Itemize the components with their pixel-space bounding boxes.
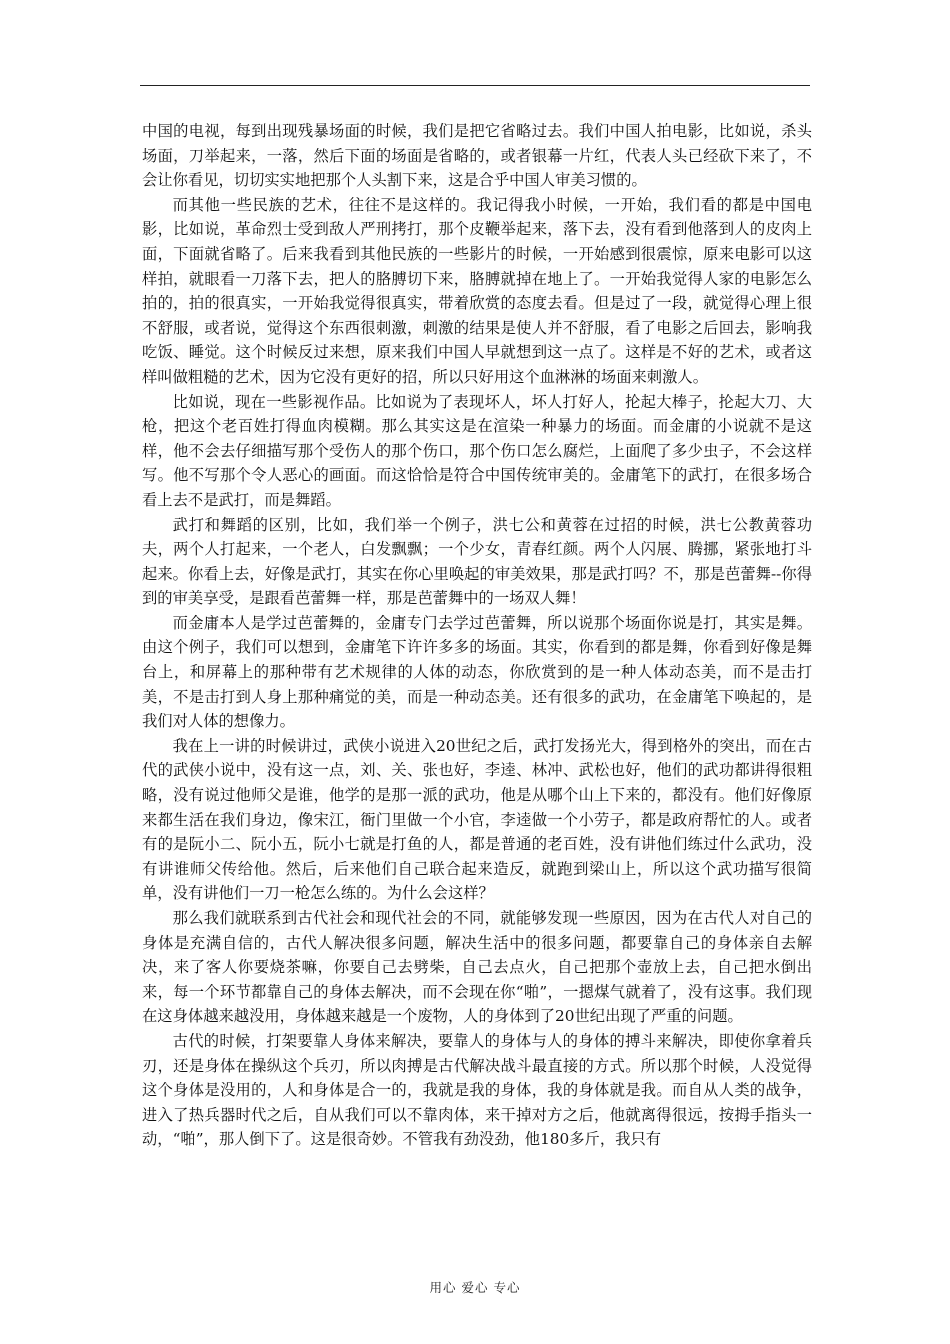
paragraph: 古代的时候，打架要靠人身体来解决，要靠人的身体与人的身体的搏斗来解决，即使你拿着兵刃，还是身体在操纵这个兵刃，所以肉搏是古代解决战斗最直接的方式。所以那个时候，人没觉得这个身体是没用的，人和身体是合一的，我就是我的身体，我的身体就是我。而自从人类的战争，进入了热兵器时代之后，自从我们可以不靠肉体，来干掉对方之后，他就离得很远，按拇手指头一动，“啪”，那人倒下了。这是很奇妙。不管我有劲没劲，他180多斤，我只有 <box>142 1031 812 1149</box>
paragraph: 武打和舞蹈的区别，比如，我们举一个例子，洪七公和黄蓉在过招的时候，洪七公教黄蓉功夫，两个人打起来，一个老人，白发飘飘；一个少女，青春红颜。两个人闪展、腾挪，紧张地打斗起来。你看上去，好像是武打，其实在你心里唤起的审美效果，那是武打吗？不，那是芭蕾舞--你得到的审美享受，是跟看芭蕾舞一样，那是芭蕾舞中的一场双人舞！ <box>142 515 812 608</box>
paragraph: 我在上一讲的时候讲过，武侠小说进入20世纪之后，武打发扬光大，得到格外的突出，而在古代的武侠小说中，没有这一点，刘、关、张也好，李逵、林冲、武松也好，他们的武功都讲得很粗略，没有说过他师父是谁，他学的是那一派的武功，他是从哪个山上下来的，都没有。他们好像原来都生活在我们身边，像宋江，衙门里做一个小官，李逵做一个小劳子，都是政府帮忙的人。或者有的是阮小二、阮小五，阮小七就是打鱼的人，都是普通的老百姓，没有讲他们练过什么武功，没有讲谁师父传给他。然后，后来他们自己联合起来造反，就跑到梁山上，所以这个武功描写很简单，没有讲他们一刀一枪怎么练的。为什么会这样？ <box>142 736 812 903</box>
page-footer: 用心 爱心 专心 <box>429 1280 521 1295</box>
header-rule <box>140 85 810 86</box>
paragraph: 那么我们就联系到古代社会和现代社会的不同，就能够发现一些原因，因为在古代人对自己的身体是充满自信的，古代人解决很多问题，解决生活中的很多问题，都要靠自己的身体亲自去解决，来了客人你要烧茶嘛，你要自己去劈柴，自己去点火，自己把那个壶放上去，自己把水倒出来，每一个环节都靠自己的身体去解决，而不会现在你“啪”，一摁煤气就着了，没有这事。我们现在这身体越来越没用，身体越来越是一个废物，人的身体到了20世纪出现了严重的问题。 <box>142 909 812 1026</box>
paragraph: 中国的电视，每到出现残暴场面的时候，我们是把它省略过去。我们中国人拍电影，比如说，杀头场面，刀举起来，一落，然后下面的场面是省略的，或者银幕一片红，代表人头已经砍下来了，不会让你看见，切切实实地把那个人头割下来，这是合乎中国人审美习惯的。 <box>142 122 812 190</box>
paragraph: 而金庸本人是学过芭蕾舞的，金庸专门去学过芭蕾舞，所以说那个场面你说是打，其实是舞。由这个例子，我们可以想到，金庸笔下许许多多的场面。其实，你看到的都是舞，你看到好像是舞台上，和屏幕上的那种带有艺术规律的人体的动态，你欣赏到的是一种人体动态美，而不是击打美，不是击打到人身上那种痛觉的美，而是一种动态美。还有很多的武功，在金庸笔下唤起的，是我们对人体的想像力。 <box>142 613 812 731</box>
paragraph: 比如说，现在一些影视作品。比如说为了表现坏人，坏人打好人，抡起大棒子，抡起大刀、大枪，把这个老百姓打得血肉模糊。那么其实这是在渲染一种暴力的场面。而金庸的小说就不是这样，他不会去仔细描写那个受伤人的那个伤口，那个伤口怎么腐烂，上面爬了多少虫子，不会这样写。他不写那个令人恶心的画面。而这恰恰是符合中国传统审美的。金庸笔下的武打，在很多场合看上去不是武打，而是舞蹈。 <box>142 392 812 509</box>
body-text <box>142 119 812 1152</box>
paragraph: 而其他一些民族的艺术，往往不是这样的。我记得我小时候，一开始，我们看的都是中国电影，比如说，革命烈士受到敌人严刑拷打，那个皮鞭举起来，落下去，没有看到他落到人的皮肉上面，下面就省略了。后来我看到其他民族的一些影片的时候，一开始感到很震惊，原来电影可以这样拍，就眼看一刀落下去，把人的胳膊切下来，胳膊就掉在地上了。一开始我觉得人家的电影怎么拍的，拍的很真实，一开始我觉得很真实，带着欣赏的态度去看。但是过了一段，就觉得心理上很不舒服，或者说，觉得这个东西很刺激，刺激的结果是使人并不舒服，看了电影之后回去，影响我吃饭、睡觉。这个时候反过来想，原来我们中国人早就想到这一点了。这样是不好的艺术，或者这样叫做粗糙的艺术，因为它没有更好的招，所以只好用这个血淋淋的场面来刺激人。 <box>142 195 812 386</box>
